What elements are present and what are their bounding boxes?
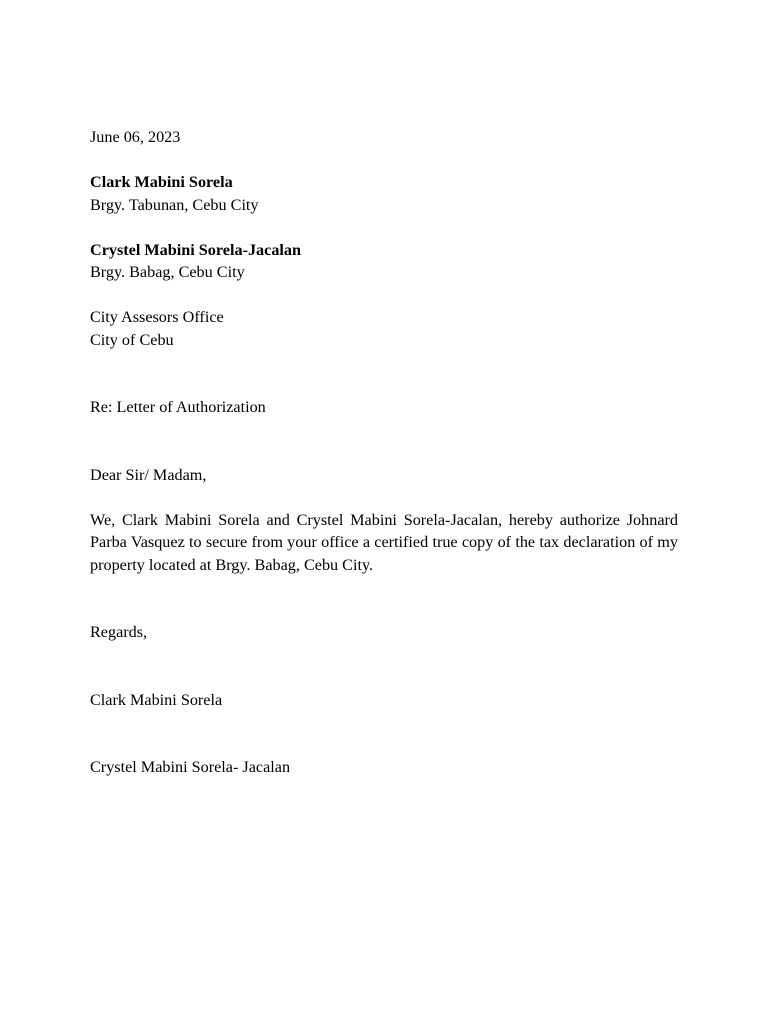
- letter-date: June 06, 2023: [90, 128, 181, 146]
- salutation: Dear Sir/ Madam,: [90, 465, 207, 484]
- closing: Regards,: [90, 623, 148, 641]
- signatory-2: Crystel Mabini Sorela- Jacalan: [90, 758, 291, 776]
- signatory-1: Clark Mabini Sorela: [90, 690, 223, 709]
- sender-2-address: Brgy. Babag, Cebu City: [90, 263, 245, 281]
- recipient-city: City of Cebu: [90, 330, 174, 349]
- spacer: [90, 486, 678, 509]
- sender-1-address: Brgy. Tabunan, Cebu City: [90, 195, 259, 214]
- spacer: [90, 351, 678, 396]
- spacer: [90, 284, 678, 307]
- sender-1-name: Clark Mabini Sorela: [90, 173, 233, 191]
- spacer: [90, 576, 678, 621]
- spacer: [90, 419, 678, 464]
- sender-2-name: Crystel Mabini Sorela-Jacalan: [90, 240, 302, 259]
- spacer: [90, 216, 678, 239]
- spacer: [90, 711, 678, 756]
- sender-1-block: [90, 171, 678, 216]
- letter-body: We, Clark Mabini Sorela and Crystel Mabini Sorela-Jacalan, hereby authorize Johnard Parba Vasquez to secure from your office a certified true copy of the tax declaration of my property located at Brgy. Babag, Cebu City.: [90, 510, 678, 574]
- spacer: [90, 644, 678, 689]
- authorization-letter: [90, 126, 678, 779]
- recipient-office: City Assesors Office: [90, 308, 224, 326]
- subject-line: Re: Letter of Authorization: [90, 398, 266, 416]
- sender-2-block: [90, 239, 678, 284]
- spacer: [90, 149, 678, 172]
- recipient-block: [90, 306, 678, 351]
